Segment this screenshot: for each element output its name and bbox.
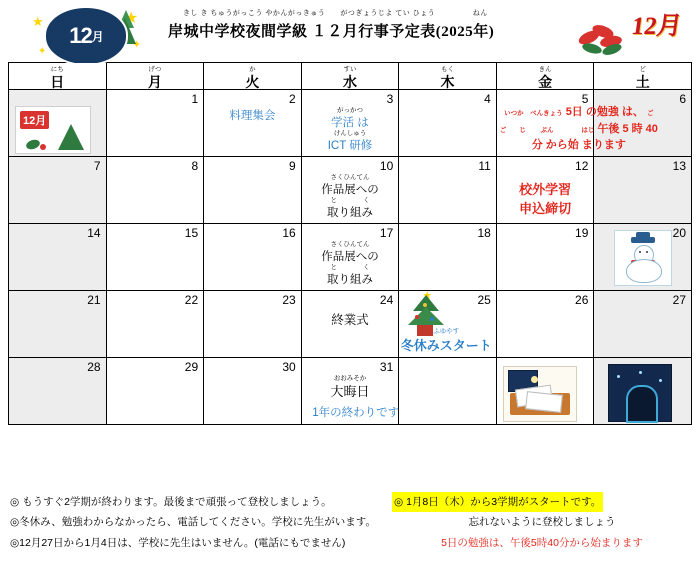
- title-ruby: きし き ちゅうがっこう やかんがっきゅう がつぎょうじよ てい ひょう ねん: [183, 10, 488, 17]
- day-cell[interactable]: [106, 224, 204, 291]
- stamp-month-label: 12月: [20, 111, 49, 129]
- light-dot: [639, 371, 642, 374]
- dow-label: 日: [50, 74, 65, 90]
- day-number: 14: [87, 226, 101, 240]
- day-number: 5: [581, 92, 589, 106]
- day-number: 22: [184, 293, 199, 307]
- day-number: 16: [282, 226, 296, 240]
- evening-study-note: [499, 104, 659, 154]
- day-number: 7: [93, 159, 101, 173]
- day-number: 25: [477, 293, 491, 307]
- day-cell[interactable]: [496, 224, 594, 291]
- day-cell[interactable]: [301, 358, 399, 425]
- event-text: 終業式: [331, 313, 369, 327]
- moon-icon: [531, 376, 538, 383]
- day-number: 30: [282, 360, 296, 374]
- dow-header-tue: [204, 63, 302, 90]
- day-cell[interactable]: [594, 224, 692, 291]
- dow-label: 金: [538, 74, 553, 90]
- dow-label: 月: [147, 74, 162, 90]
- dow-ruby: か: [249, 66, 256, 73]
- footer-note: 5日の勉強は、午後5時40分から始まります: [441, 536, 643, 549]
- card-shape: [525, 391, 563, 413]
- day-number: 23: [282, 293, 296, 307]
- december-logo-badge: [28, 4, 156, 60]
- day-cell[interactable]: [399, 358, 497, 425]
- tree-icon: [58, 124, 84, 150]
- day-number: 3: [386, 92, 394, 106]
- day-number: 29: [184, 360, 199, 374]
- event-text: 料理集会: [229, 110, 276, 122]
- day-number: 9: [289, 159, 296, 173]
- corner-month-label: 12月: [629, 13, 684, 40]
- day-cell[interactable]: [301, 90, 399, 157]
- dow-header-sun: [9, 63, 107, 90]
- day-cell[interactable]: [399, 224, 497, 291]
- event-ruby: おおみそか: [333, 375, 367, 382]
- event-text: 冬休みスタート: [400, 338, 492, 353]
- holly-icon: [25, 138, 41, 151]
- calendar-week-row: [9, 291, 692, 358]
- poinsettia-decoration: [568, 2, 688, 58]
- footer-left-notes: [10, 492, 376, 553]
- event-ruby: と く: [330, 264, 370, 272]
- dow-ruby: げつ: [148, 66, 162, 73]
- badge-month-suffix: 月: [91, 29, 103, 44]
- dow-label: 木: [440, 74, 455, 90]
- arch-shape: [626, 385, 658, 423]
- poinsettia-icon: [576, 20, 628, 54]
- day-cell[interactable]: [106, 291, 204, 358]
- berry-icon: [40, 144, 46, 150]
- note-ruby: いつか べんきょう: [504, 110, 563, 117]
- day-number: 26: [575, 293, 589, 307]
- page-header: [0, 0, 700, 62]
- event-text: 取り組み: [326, 273, 373, 286]
- day-number: 1: [191, 92, 199, 106]
- day-cell[interactable]: [496, 90, 660, 157]
- footer-note: ◎12月27日から1月4日は、学校に先生はいません。(電話にもでません): [10, 536, 346, 549]
- day-number: 18: [477, 226, 491, 240]
- footer-highlight-note: ◎ 1月8日（木）から3学期がスタートです。: [392, 492, 603, 512]
- day-cell[interactable]: [399, 291, 497, 358]
- day-cell[interactable]: [301, 224, 399, 291]
- badge-month-text: [49, 11, 123, 61]
- day-cell[interactable]: [204, 358, 302, 425]
- event-text: 1年の終わりです: [312, 407, 400, 419]
- day-number: 15: [184, 226, 199, 240]
- event-ruby: と く: [330, 197, 370, 205]
- day-cell[interactable]: [204, 291, 302, 358]
- day-number: 17: [379, 226, 394, 240]
- calendar-week-row: [9, 358, 692, 425]
- dow-ruby: もく: [441, 66, 455, 73]
- page-title: 岸城中学校夜間学級 １２月行事予定表(2025年): [168, 24, 495, 40]
- day-cell[interactable]: [301, 157, 399, 224]
- dow-header-sat: [594, 63, 692, 90]
- day-cell[interactable]: [106, 157, 204, 224]
- day-number: 12: [575, 159, 589, 173]
- day-number: 6: [679, 92, 686, 106]
- dow-ruby: すい: [343, 66, 357, 73]
- star-icon: ✦: [132, 39, 142, 51]
- event-text: ICT 研修: [327, 139, 373, 152]
- day-number: 28: [87, 360, 101, 374]
- event-ruby: がっかつ: [336, 107, 363, 114]
- badge-circle: [46, 8, 126, 64]
- event-text: 作品展への: [321, 250, 379, 263]
- day-cell[interactable]: [9, 358, 107, 425]
- event-text: 申込締切: [519, 200, 572, 216]
- day-cell[interactable]: [496, 358, 594, 425]
- badge-month-number: 12: [69, 23, 92, 48]
- day-number: 8: [191, 159, 199, 173]
- dow-header-mon: [106, 63, 204, 90]
- dow-label: 土: [635, 74, 650, 90]
- dow-ruby: にち: [50, 66, 64, 73]
- event-text: 作品展への: [321, 183, 379, 196]
- dow-header-wed: [301, 63, 399, 90]
- day-number: 13: [672, 159, 686, 173]
- calendar-week-row: [9, 157, 692, 224]
- calendar-week-row: [9, 90, 692, 157]
- footer-note: ◎ もうすぐ2学期が終わります。最後まで頑張って登校しましょう。: [10, 496, 332, 508]
- tree-icon: [408, 307, 444, 325]
- dow-label: 火: [245, 74, 260, 90]
- event-text: 大晦日: [330, 383, 370, 399]
- light-dot: [659, 379, 662, 382]
- dow-header-thu: [399, 63, 497, 90]
- event-text: 取り組み: [326, 206, 373, 219]
- day-cell[interactable]: [496, 291, 594, 358]
- day-cell[interactable]: [106, 90, 204, 157]
- hat-icon: [631, 237, 655, 243]
- new-year-cards-illustration: [503, 366, 577, 422]
- star-icon: ✦: [38, 46, 47, 57]
- calendar-header-row: [9, 63, 692, 90]
- event-ruby: けんしゅう: [333, 130, 367, 138]
- dow-ruby: きん: [538, 66, 552, 73]
- day-cell[interactable]: [9, 224, 107, 291]
- footer-note: 忘れないように登校しましょう: [468, 516, 616, 529]
- event-ruby: さくひんてん: [330, 174, 370, 181]
- day-cell[interactable]: [204, 90, 302, 157]
- day-cell[interactable]: [594, 157, 692, 224]
- day-number: 20: [672, 226, 686, 240]
- event-ruby: ふゆやす: [433, 328, 460, 335]
- note-line-2: 午後 5 時 40 分 から始 まります: [531, 122, 658, 151]
- footer-right-notes: [392, 492, 692, 553]
- day-number: 31: [379, 360, 394, 374]
- day-cell[interactable]: [496, 157, 594, 224]
- day-cell[interactable]: [399, 90, 497, 157]
- day-cell[interactable]: [204, 224, 302, 291]
- day-cell[interactable]: [9, 157, 107, 224]
- day-number: 24: [379, 293, 394, 307]
- snowman-body: [626, 259, 662, 283]
- calendar-table: [8, 62, 692, 425]
- night-illumination-illustration: [608, 364, 672, 422]
- day-number: 19: [575, 226, 589, 240]
- dow-ruby: ど: [639, 66, 646, 73]
- footer-note: ◎冬休み、勉強わからなかったら、電話してください。学校に先生がいます。: [10, 516, 376, 529]
- note-ruby: ご ご じ ぷん はじ: [499, 110, 660, 134]
- december-stamp-illustration: [15, 106, 91, 154]
- footer-notes: [0, 492, 700, 566]
- calendar-body: [9, 90, 692, 425]
- event-ruby: さくひんてん: [330, 241, 370, 248]
- day-cell[interactable]: [204, 157, 302, 224]
- calendar-week-row: [9, 224, 692, 291]
- day-number: 21: [87, 293, 101, 307]
- light-dot: [617, 375, 620, 378]
- day-number: 4: [484, 92, 491, 106]
- star-icon: ★: [124, 10, 139, 27]
- dow-label: 水: [342, 74, 357, 90]
- snowman-illustration: [614, 230, 672, 286]
- day-cell[interactable]: [399, 157, 497, 224]
- star-icon: ★: [32, 14, 44, 29]
- day-cell[interactable]: [594, 358, 692, 425]
- note-line-1: 5日 の勉強 は、: [565, 106, 644, 118]
- day-number: 27: [672, 293, 686, 307]
- day-cell[interactable]: [9, 291, 107, 358]
- day-cell[interactable]: [106, 358, 204, 425]
- day-number: 2: [289, 92, 296, 106]
- day-cell[interactable]: [594, 291, 692, 358]
- event-text: 学活 は: [331, 116, 369, 129]
- day-number: 10: [379, 159, 394, 173]
- day-cell[interactable]: [9, 90, 107, 157]
- day-number: 11: [478, 159, 491, 173]
- star-icon: ★: [422, 290, 433, 302]
- dow-header-fri: [496, 63, 594, 90]
- event-text: 校外学習: [519, 182, 572, 197]
